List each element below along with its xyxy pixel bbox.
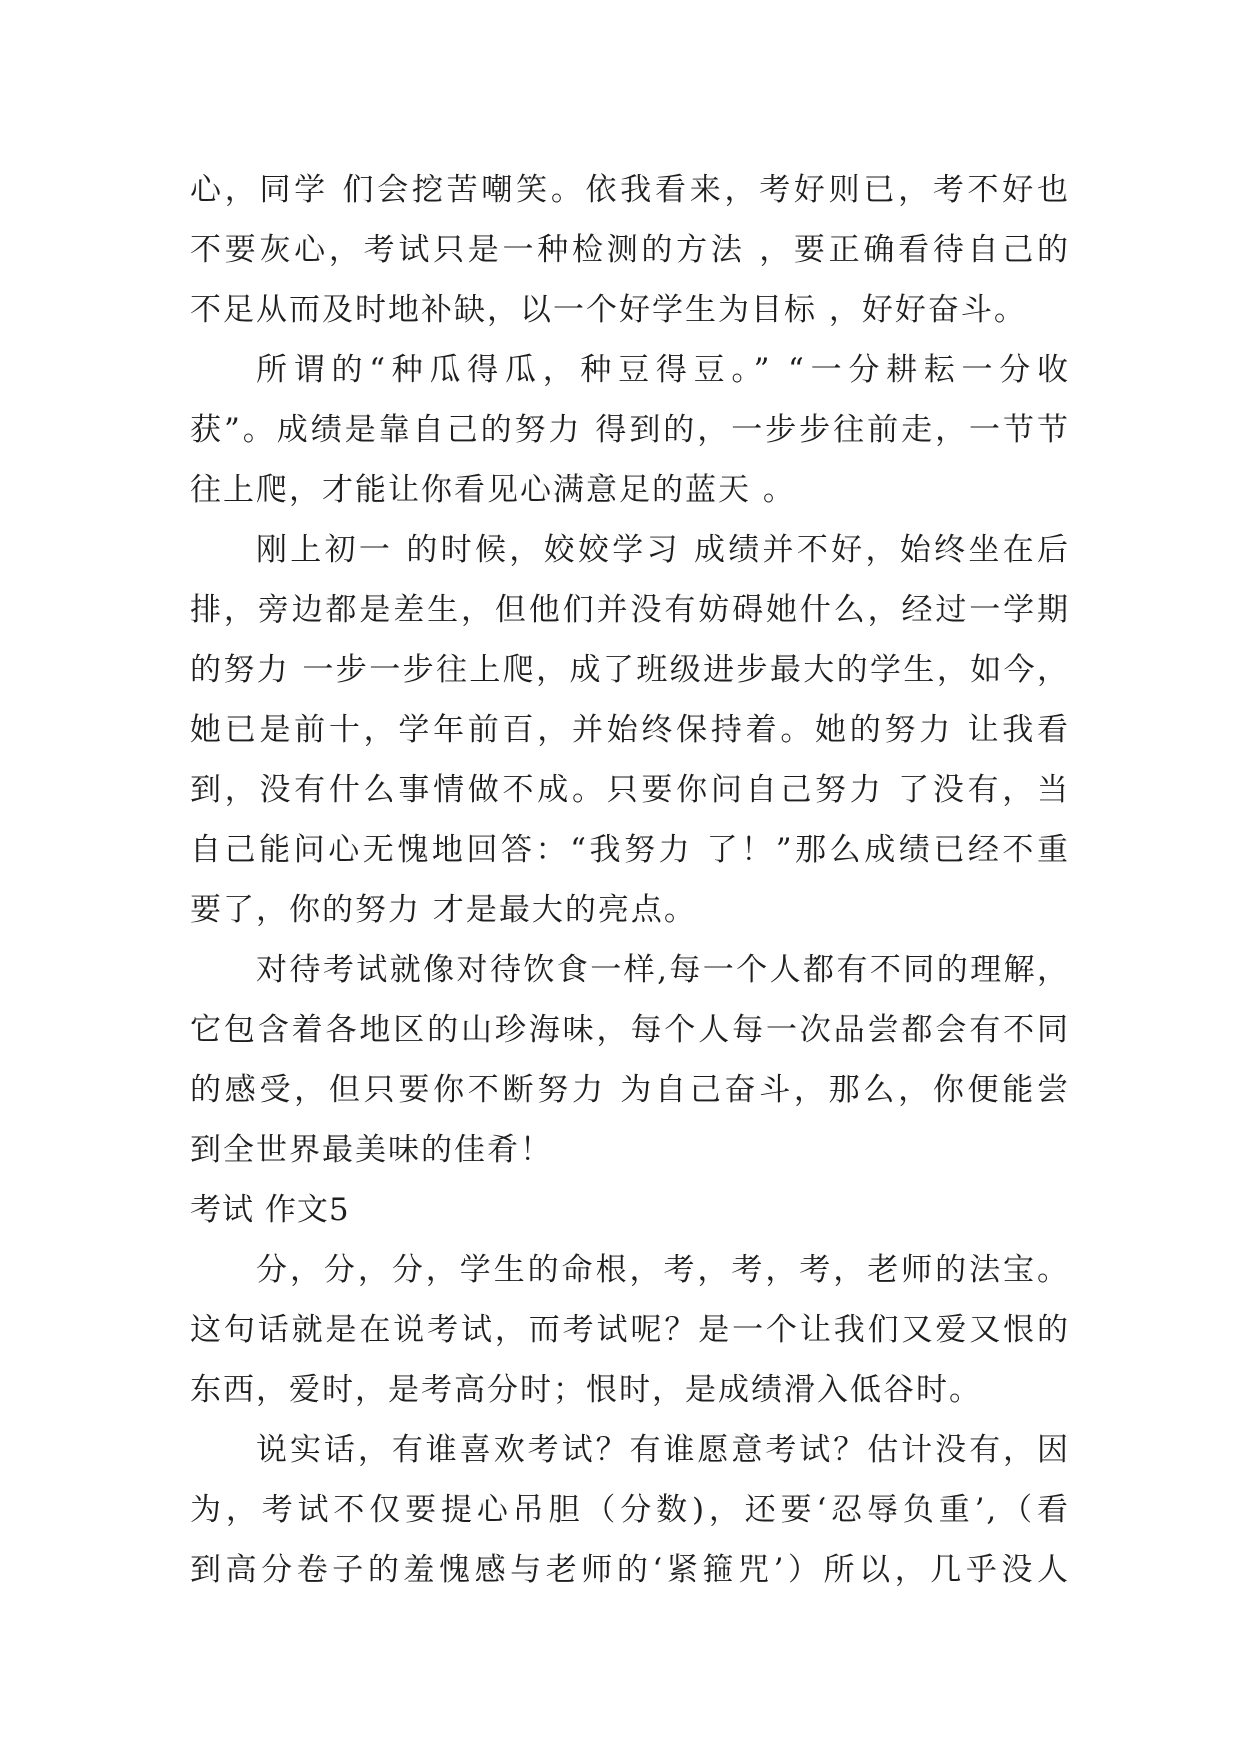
text-line: 这句话就是在说考试，而考试呢？是一个让我们又爱又恨的 — [190, 1312, 1070, 1348]
text-line: 不足从而及时地补缺，以一个好学生为目标 ，好好奋斗。 — [190, 292, 1027, 328]
text-line: 为，考试不仅要提心吊胆（分数)，还要‘忍辱负重’,（看 — [190, 1492, 1070, 1528]
text-line: 到，没有什么事情做不成。只要你问自己努力 了没有，当 — [190, 772, 1070, 808]
text-line: 的感受，但只要你不断努力 为自己奋斗，那么，你便能尝 — [190, 1072, 1070, 1108]
text-line: 分，分，分，学生的命根，考，考，考，老师的法宝。 — [256, 1252, 1070, 1288]
text-line: 到高分卷子的羞愧感与老师的‘紧箍咒’）所以，几乎没人 — [190, 1552, 1070, 1588]
text-line: 心，同学 们会挖苦嘲笑。依我看来，考好则已，考不好也 — [190, 172, 1070, 208]
text-line: 获”。成绩是靠自己的努力 得到的，一步步往前走，一节节 — [190, 412, 1070, 448]
text-line: 对待考试就像对待饮食一样,每一个人都有不同的理解， — [256, 952, 1070, 988]
text-line: 它包含着各地区的山珍海味，每个人每一次品尝都会有不同 — [190, 1012, 1070, 1048]
text-line: 要了，你的努力 才是最大的亮点。 — [190, 892, 697, 928]
section-heading: 考试 作文5 — [190, 1192, 350, 1228]
text-line: 往上爬，才能让你看见心满意足的蓝天 。 — [190, 472, 796, 508]
document-body — [190, 160, 1070, 1600]
text-line: 的努力 一步一步往上爬，成了班级进步最大的学生，如今， — [190, 652, 1070, 688]
text-line: 说实话，有谁喜欢考试？有谁愿意考试？估计没有，因 — [256, 1432, 1070, 1468]
text-line: 东西，爱时，是考高分时；恨时，是成绩滑入低谷时。 — [190, 1372, 982, 1408]
text-line: 她已是前十，学年前百，并始终保持着。她的努力 让我看 — [190, 712, 1070, 748]
text-line: 不要灰心，考试只是一种检测的方法 ，要正确看待自己的 — [190, 232, 1070, 268]
text-line: 自己能问心无愧地回答：“我努力 了！”那么成绩已经不重 — [190, 832, 1070, 868]
text-line: 刚上初一 的时候，姣姣学习 成绩并不好，始终坐在后 — [256, 532, 1070, 568]
text-line: 排，旁边都是差生，但他们并没有妨碍她什么，经过一学期 — [190, 592, 1070, 628]
text-line: 到全世界最美味的佳肴！ — [190, 1132, 553, 1168]
text-line: 所谓的“种瓜得瓜，种豆得豆。” “一分耕耘一分收 — [256, 352, 1070, 388]
